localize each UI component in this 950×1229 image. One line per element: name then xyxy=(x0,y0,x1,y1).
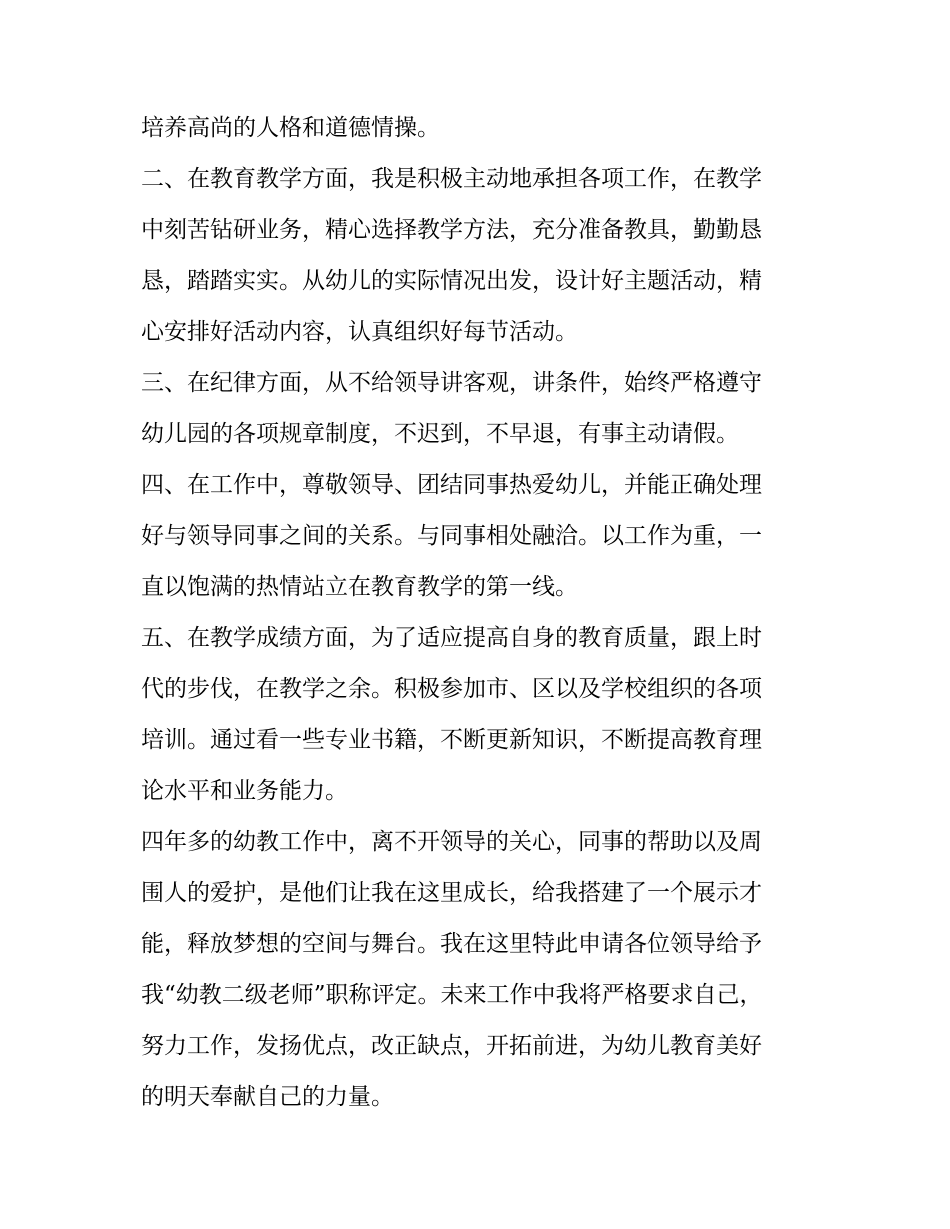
text-line-15: 四年多的幼教工作中，离不开领导的关心，同事的帮助以及周 xyxy=(141,829,762,855)
text-line-12: 代的步伐，在教学之余。积极参加市、区以及学校组织的各项 xyxy=(141,676,762,702)
text-line-3: 中刻苦钻研业务，精心选择教学方法，充分准备教具，勤勤恳 xyxy=(141,217,762,243)
text-line-4: 恳，踏踏实实。从幼儿的实际情况出发，设计好主题活动，精 xyxy=(141,268,762,294)
text-line-19: 努力工作，发扬优点，改正缺点，开拓前进，为幼儿教育美好 xyxy=(141,1033,762,1059)
text-line-5: 心安排好活动内容，认真组织好每节活动。 xyxy=(141,319,578,345)
text-line-1: 培养高尚的人格和道德情操。 xyxy=(141,115,440,141)
text-line-16: 围人的爱护，是他们让我在这里成长，给我搭建了一个展示才 xyxy=(141,880,762,906)
text-line-2: 二、在教育教学方面，我是积极主动地承担各项工作，在教学 xyxy=(141,166,762,192)
text-line-18: 我“幼教二级老师”职称评定。未来工作中我将严格要求自己， xyxy=(141,982,763,1008)
text-line-9: 好与领导同事之间的关系。与同事相处融洽。以工作为重，一 xyxy=(141,523,762,549)
text-line-8: 四、在工作中，尊敬领导、团结同事热爱幼儿，并能正确处理 xyxy=(141,472,762,498)
text-line-13: 培训。通过看一些专业书籍，不断更新知识，不断提高教育理 xyxy=(141,727,762,753)
text-line-7: 幼儿园的各项规章制度，不迟到，不早退，有事主动请假。 xyxy=(141,421,739,447)
text-line-17: 能，释放梦想的空间与舞台。我在这里特此申请各位领导给予 xyxy=(141,931,762,957)
text-line-20: 的明天奉献自己的力量。 xyxy=(141,1084,394,1110)
text-line-11: 五、在教学成绩方面，为了适应提高自身的教育质量，跟上时 xyxy=(141,625,762,651)
text-line-10: 直以饱满的热情站立在教育教学的第一线。 xyxy=(141,574,578,600)
text-line-14: 论水平和业务能力。 xyxy=(141,778,348,804)
text-line-6: 三、在纪律方面，从不给领导讲客观，讲条件，始终严格遵守 xyxy=(141,370,762,396)
